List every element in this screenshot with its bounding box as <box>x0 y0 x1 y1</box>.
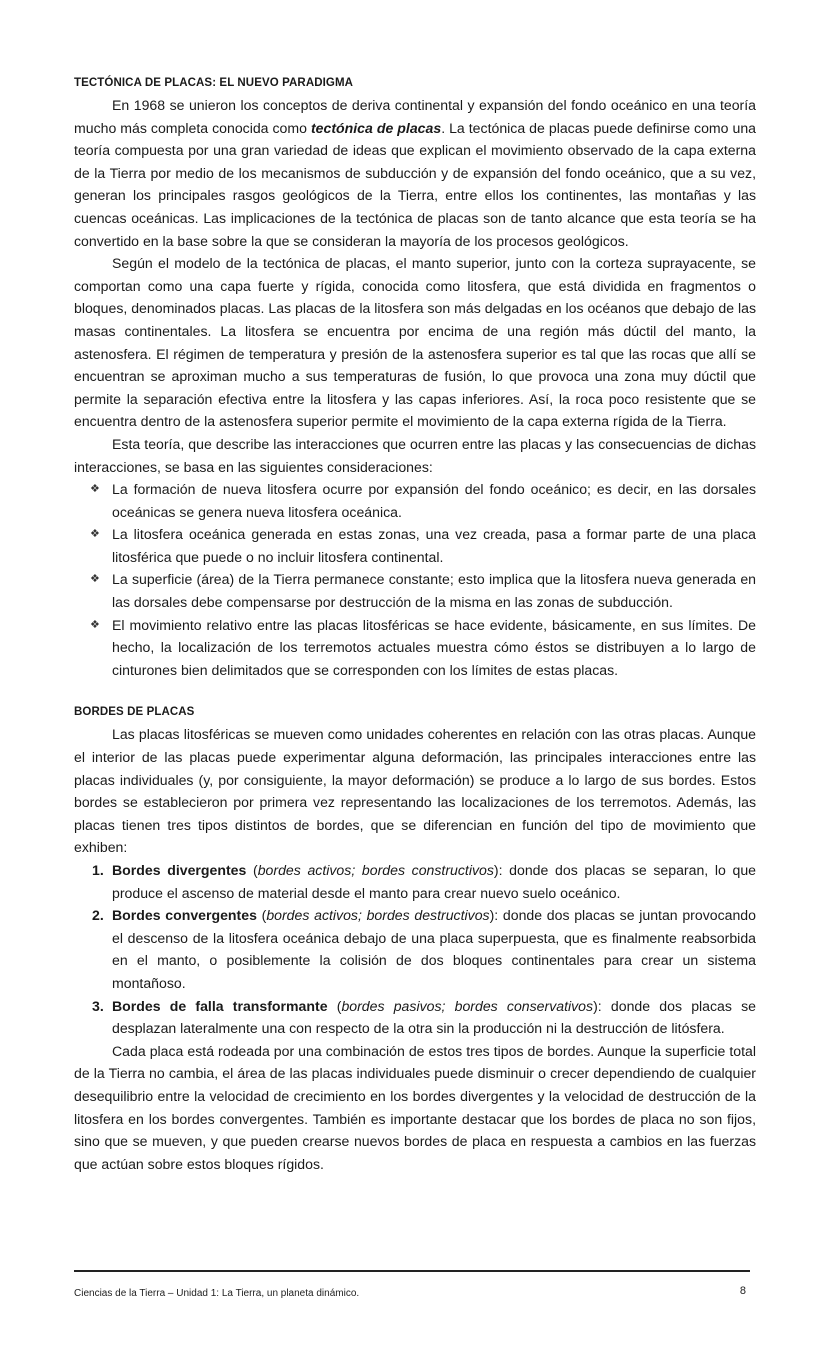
paren-close: ): <box>493 862 510 878</box>
list-item-text: La litosfera oceánica generada en estas zonas, una vez creada, pasa a formar parte de una placa litosférica que puede o no incluir litosfera continental. <box>112 526 756 565</box>
list-item-text: La superficie (área) de la Tierra permanece constante; esto implica que la litosfera nueva generada en las dorsales debe compensarse por destrucción de la misma en las zonas de subducción. <box>112 571 756 611</box>
paragraph-bordes-closing: Cada placa está rodeada por una combinación de estos tres tipos de bordes. Aunque la superficie total de la Tierra no cambia, el área de las placas individuales puede disminuir o crecer dependiendo de cualquier desequilibrio entre la velocidad de crecimiento en los bordes divergentes y la velocidad de destrucción de la litosfera en los bordes convergentes. También es importante destacar que los bordes de placa no son fijos, sino que se mueven, y que pueden crearse nuevos bordes de placa en respuesta a cambios en las fuerzas que actúan sobre estos bloques rígidos. <box>74 1042 756 1172</box>
item-term: Bordes convergentes <box>112 907 257 924</box>
emphasis-tectonica-de-placas: tectónica de placas <box>310 119 442 136</box>
item-number: 1. <box>92 862 104 878</box>
paragraph-intro-post: . La tectónica de placas puede definirse como una teoría compuesta por una gran variedad de ideas que explican el movimiento observado de la capa externa de la Tierra por medio de los mecanismos de subducción y de expansión del fondo oceánico, que a su vez, generan los principales rasgos geológicos de la Tierra, entre ellos los continentes, las montañas y las cuencas oceánicas. Las implicaciones de la tectónica de placas son de tanto alcance que esta teoría se ha convertido en la base sobre la que se consideran la mayoría de los procesos geológicos. <box>74 119 757 249</box>
list-item-text: La formación de nueva litosfera ocurre por expansión del fondo oceánico; es decir, en las dorsales oceánicas se genera nueva litosfera oceánica. <box>112 481 756 520</box>
item-alt-names: bordes activos; bordes destructivos <box>266 907 490 924</box>
section-heading-tectonica: TECTÓNICA DE PLACAS: EL NUEVO PARADIGMA <box>74 77 354 89</box>
list-item <box>74 568 756 613</box>
paren-close: ): <box>489 907 503 924</box>
paragraph-intro-pre: En 1968 se unieron los conceptos de deriva continental y expansión del fondo oceánico en una teoría mucho más completa conocida como <box>74 97 756 136</box>
list-item <box>74 995 756 1040</box>
item-number: 3. <box>92 997 104 1014</box>
list-item-text: El movimiento relativo entre las placas litosféricas se hace evidente, básicamente, en sus límites. De hecho, la localización de los terremotos actuales muestra cómo éstos se distribuyen a lo largo de cinturones bien delimitados que se corresponden con los límites de estas placas. <box>112 616 756 678</box>
list-item <box>74 904 756 994</box>
bullet-icon: ❖ <box>90 618 100 631</box>
footer-divider <box>74 1270 750 1272</box>
list-item <box>74 859 756 904</box>
paragraph-intro <box>74 94 756 252</box>
list-item <box>74 614 756 682</box>
document-page <box>74 74 756 1175</box>
page-number: 8 <box>739 1285 746 1297</box>
paragraph-theory: Esta teoría, que describe las interacciones que ocurren entre las placas y las consecuencias de dichas interacciones, se basa en las siguientes consideraciones: <box>74 435 756 475</box>
paren-open: ( <box>246 862 258 878</box>
bullet-icon: ❖ <box>90 528 100 541</box>
paragraph-bordes-intro: Las placas litosféricas se mueven como unidades coherentes en relación con las otras placas. Aunque el interior de las placas puede experimentar alguna deformación, las principales interacciones entre las placas individuales (y, por consiguiente, la mayor deformación) se produce a lo largo de sus bordes. Estos bordes se establecieron por primera vez representando las localizaciones de los terremotos. Además, las placas tienen tres tipos distintos de bordes, que se diferencian en función del tipo de movimiento que exhiben: <box>74 726 756 856</box>
section-heading-bordes: BORDES DE PLACAS <box>74 706 195 719</box>
page-footer <box>74 1285 750 1299</box>
considerations-list <box>74 478 756 681</box>
paren-close: ): <box>593 997 611 1014</box>
item-description: donde dos placas se desplazan lateralmente una con respecto de la otra sin la producción ni la destrucción de litósfera. <box>112 997 757 1037</box>
item-alt-names: bordes pasivos; bordes conservativos <box>341 997 594 1014</box>
border-types-list <box>74 859 756 1040</box>
item-description: donde dos placas se juntan provocando el descenso de la litosfera oceánica debajo de una placa superpuesta, que es finalmente reabsorbida en el manto, o posiblemente la colisión de dos bloques continentales para crear un sistema montañoso. <box>112 907 756 991</box>
bullet-icon: ❖ <box>90 573 100 586</box>
section-spacer <box>74 681 756 703</box>
list-item <box>74 523 756 568</box>
list-item <box>74 478 756 523</box>
item-description: donde dos placas se separan, lo que produce el ascenso de material desde el manto para crear nuevo suelo oceánico. <box>112 862 756 901</box>
paragraph-model: Según el modelo de la tectónica de placas, el manto superior, junto con la corteza suprayacente, se comportan como una capa fuerte y rígida, conocida como litosfera, que está dividida en fragmentos o bloques, denominados placas. Las placas de la litosfera son más delgadas en los océanos que debajo de las masas continentales. La litosfera se encuentra por encima de una región más dúctil del manto, la astenosfera. El régimen de temperatura y presión de la astenosfera superior es tal que las rocas que allí se encuentran se aproximan mucho a sus temperaturas de fusión, lo que provoca una zona muy dúctil que permite la separación efectiva entre la litosfera y las capas inferiores. Así, la roca poco resistente que se encuentra dentro de la astenosfera superior permite el movimiento de la capa externa rígida de la Tierra. <box>74 255 756 430</box>
footer-text: Ciencias de la Tierra – Unidad 1: La Tierra, un planeta dinámico. <box>74 1288 360 1299</box>
paren-open: ( <box>327 997 342 1014</box>
item-term: Bordes de falla transformante <box>112 997 328 1014</box>
item-number: 2. <box>92 907 104 924</box>
item-term: Bordes divergentes <box>112 862 247 878</box>
item-alt-names: bordes activos; bordes constructivos <box>257 862 494 878</box>
bullet-icon: ❖ <box>90 483 100 496</box>
paren-open: ( <box>256 907 267 924</box>
